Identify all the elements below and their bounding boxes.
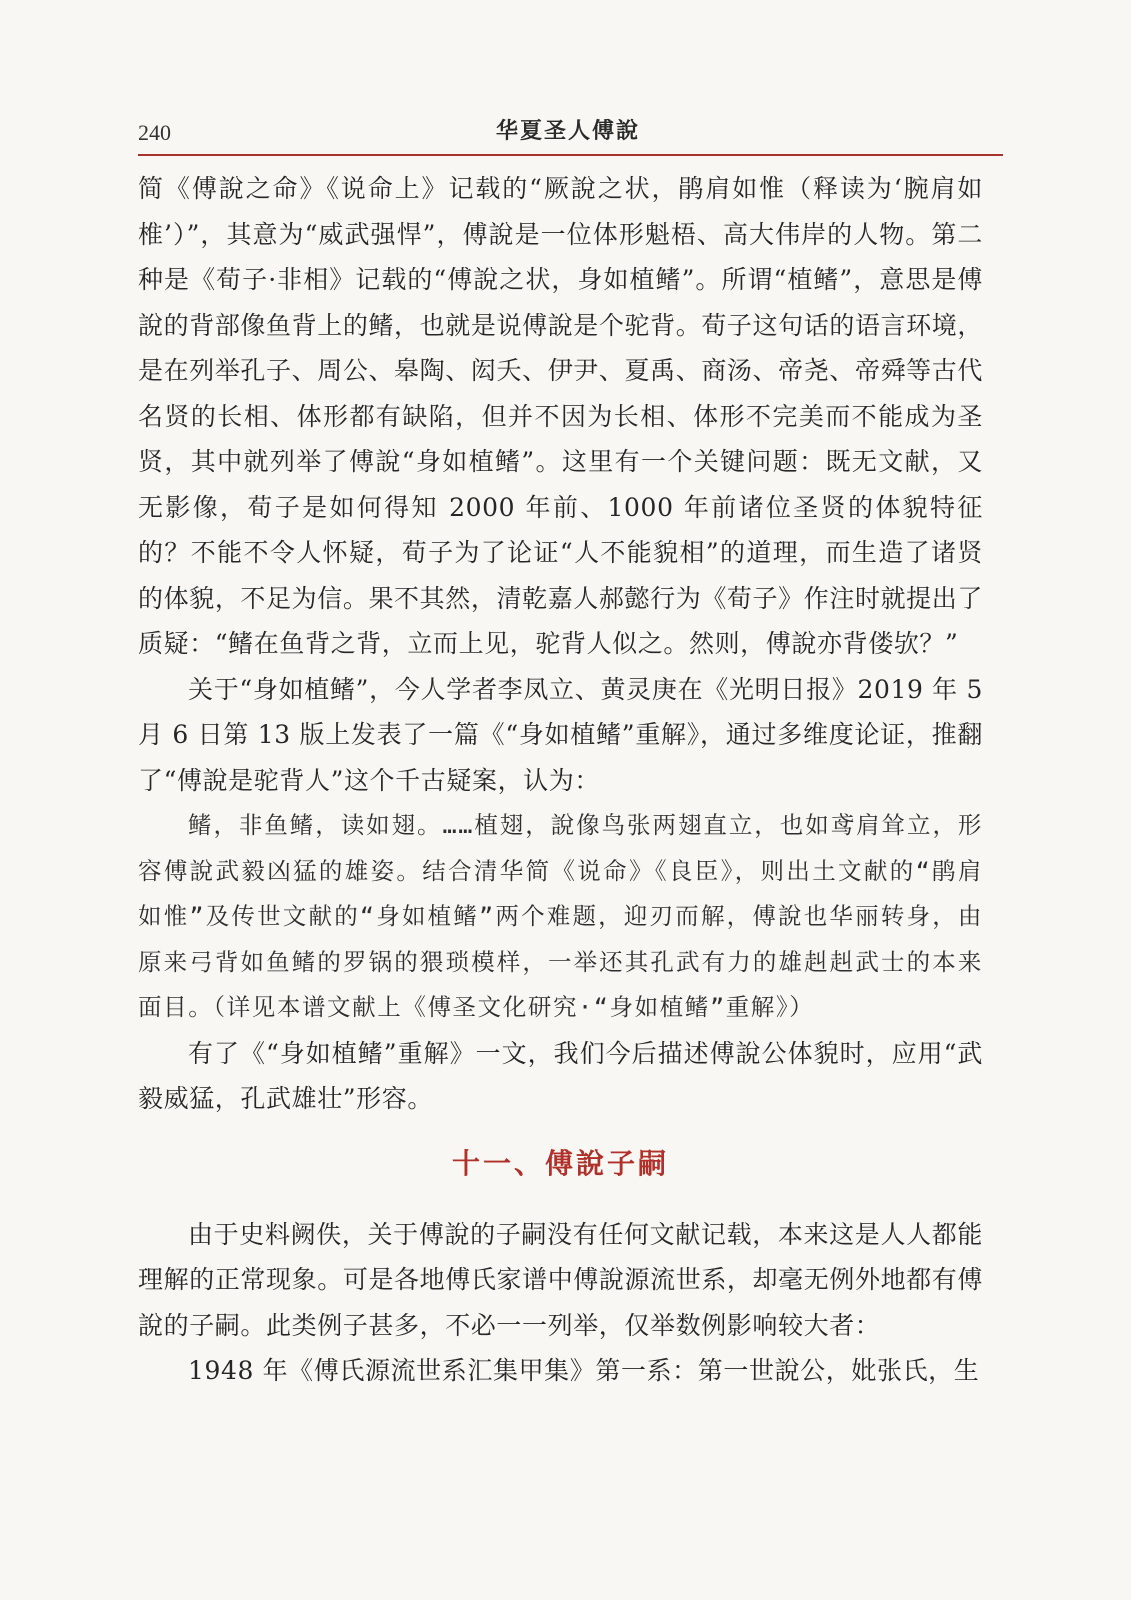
paragraph-descendants-intro: 由于史料阙佚，关于傅說的子嗣没有任何文献记载，本来这是人人都能理解的正常现象。可是各地傅氏家谱中傅說源流世系，却毫无例外地都有傅說的子嗣。此类例子甚多，不必一一列举，仅举数例影响较大者： bbox=[138, 1219, 983, 1340]
paragraph-conclusion: 有了《“身如植鳍”重解》一文，我们今后描述傅說公体貌时，应用“武毅威猛，孔武雄壮”形容。 bbox=[138, 1038, 983, 1113]
paragraph-li-huang: 关于“身如植鳍”，今人学者李凤立、黄灵庚在《光明日报》2019 年 5 月 6 日第 13 版上发表了一篇《“身如植鳍”重解》，通过多维度论证，推翻了“傅說是驼背人”这个千古疑案，认为： bbox=[138, 674, 983, 795]
paragraph-genealogy-1948: 1948 年《傅氏源流世系汇集甲集》第一系：第一世說公，妣张氏，生 bbox=[188, 1356, 980, 1385]
block-quote: 鳍，非鱼鳍，读如翅。……植翅，說像鸟张两翅直立，也如鸢肩耸立，形容傅說武毅凶猛的雄姿。结合清华简《说命》《良臣》，则出土文献的“鹃肩如惟”及传世文献的“身如植鳍”两个难题，迎刃而解，傅說也华丽转身，由原来弓背如鱼鳍的罗锅的猥琐模样，一举还其孔武有力的雄赳赳武士的本来面目。（详见本谱文献上《傅圣文化研究·“身如植鳍”重解》） bbox=[138, 811, 983, 1021]
page-number: 240 bbox=[138, 120, 171, 145]
section-title: 十一、傅說子嗣 bbox=[451, 1146, 669, 1180]
book-title: 华夏圣人傅說 bbox=[496, 119, 641, 144]
paragraph-continued: 简《傅說之命》《说命上》记载的“厥說之状，鹃肩如惟（释读为‘腕肩如椎’）”，其意为“威武强悍”，傅說是一位体形魁梧、高大伟岸的人物。第二种是《荀子·非相》记载的“傅說之状，身如植鳍”。所谓“植鳍”，意思是傅說的背部像鱼背上的鳍，也就是说傅說是个驼背。荀子这句话的语言环境，是在列举孔子、周公、皋陶、闳夭、伊尹、夏禹、商汤、帝尧、帝舜等古代名贤的长相、体形都有缺陷，但并不因为长相、体形不完美而不能成为圣贤，其中就列举了傅說“身如植鳍”。这里有一个关键问题：既无文献，又无影像，荀子是如何得知 2000 年前、1000 年前诸位圣贤的体貌特征的？不能不令人怀疑，荀子为了论证“人不能貌相”的道理，而生造了诸贤的体貌，不足为信。果不其然，清乾嘉人郝懿行为《荀子》作注时就提出了质疑：“鳍在鱼背之背，立而上见，驼背人似之。然则，傅說亦背偻欤？” bbox=[138, 174, 983, 658]
body-text bbox=[138, 166, 983, 1394]
running-header bbox=[138, 112, 1003, 152]
header-rule bbox=[138, 154, 1003, 156]
